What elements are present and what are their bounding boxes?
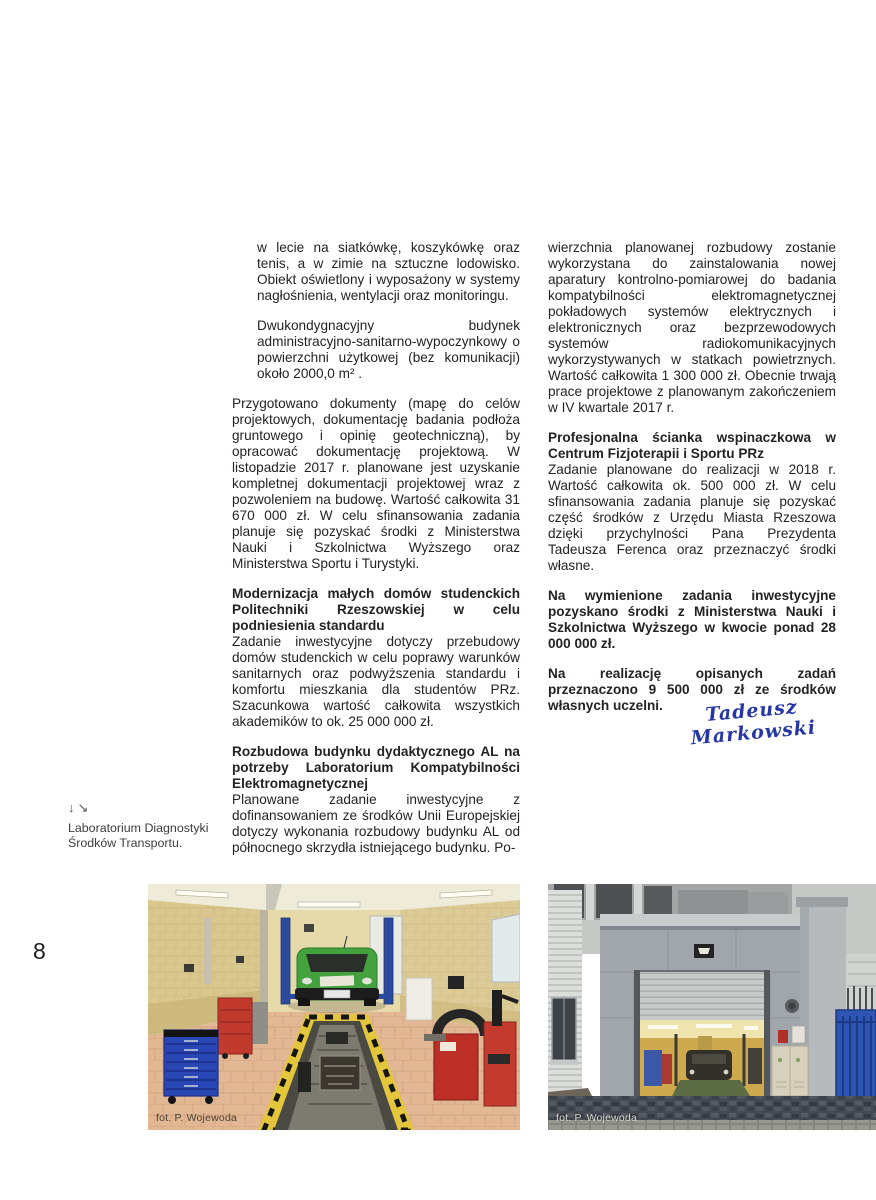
funding-note-2: Na realizację opisanych zadań przeznaczono 9 500 000 zł ze środków własnych uczelni. — [548, 666, 836, 713]
page-number: 8 — [33, 938, 46, 964]
photo-lab-interior — [148, 884, 520, 1130]
section-body-scianka: Zadanie planowane do realizacji w 2018 r. Wartość całkowita ok. 500 000 zł. W celu sfinansowania zadania planuje się pozyskać część środków z Urzędu Miasta Rzeszowa dzięki przychylności Pana Prezydenta Tadeusza Ferenca oraz przeznaczyć środki własne. — [548, 462, 836, 573]
paragraph-sports-facility: w lecie na siatkówkę, koszykówkę oraz tenis, a w zimie na sztuczne lodowisko. Obiekt oświetlony i wyposażony w systemy nagłośnienia, wentylacji oraz monitoringu. — [257, 240, 520, 303]
photo-margin-caption — [68, 800, 218, 852]
funding-note-1: Na wymienione zadania inwestycyjne pozyskano środki z Ministerstwa Nauki i Szkolnictwa Wyższego w kwocie ponad 28 000 000 zł. — [548, 588, 836, 651]
lab-exterior-illustration — [548, 884, 876, 1130]
section-body-modernizacja: Zadanie inwestycyjne dotyczy przebudowy domów studenckich w celu poprawy warunków sanitarnych oraz podwyższenia standardu i komfortu mieszkania dla studentów PRz. Szacunkowa wartość całkowita wszystkich akademików to ok. 25 000 000 zł. — [232, 634, 520, 729]
photo-lab-exterior — [548, 884, 876, 1130]
photo-credit: fot. P. Wojewoda — [556, 1112, 638, 1124]
right-column — [548, 240, 836, 728]
caption-line-1: Laboratorium Diagnostyki — [68, 820, 209, 835]
paragraph-rozbudowa-continued: wierzchnia planowanej rozbudowy zostanie wykorzystana do zainstalowania nowej aparatury kontrolno-pomiarowej do badania kompatybilności elektromagnetycznej pokładowych systemów elektrycznych i elektronicznych oraz bezprzewodowych systemów radiokomunikacyjnych wykorzystywanych w statkach powietrznych. Wartość całkowita 1 300 000 zł. Obecnie trwają prace projektowe z planowanym zakończeniem w IV kwartale 2017 r. — [548, 240, 836, 415]
paragraph-admin-building: Dwukondygnacyjny budynek administracyjno-sanitarno-wypoczynkowy o powierzchni użytkowej (bez komunikacji) około 2000,0 m² . — [257, 318, 520, 381]
section-heading-scianka: Profesjonalna ścianka wspinaczkowa w Centrum Fizjoterapii i Sportu PRz — [548, 430, 836, 461]
photo-credit: fot. P. Wojewoda — [156, 1112, 238, 1124]
left-column — [232, 240, 520, 870]
caption-line-2: Środków Transportu. — [68, 836, 183, 850]
lab-interior-illustration — [148, 884, 520, 1130]
section-heading-rozbudowa: Rozbudowa budynku dydaktycznego AL na potrzeby Laboratorium Kompatybilności Elektromagnetycznej — [232, 744, 520, 791]
paragraph-documents: Przygotowano dokumenty (mapę do celów projektowych, dokumentację badania podłoża gruntowego i opinię geotechniczną), by opracować dokumentację projektową. W listopadzie 2017 r. planowane jest uzyskanie kompletnej dokumentacji projektowej wraz z pozwoleniem na budowę. Wartość całkowita 31 670 000 zł. W celu sfinansowania zadania planuje się pozyskać środki z Ministerstwa Nauki i Szkolnictwa Wyższego oraz Ministerstwa Sportu i Turystyki. — [232, 396, 520, 571]
rector-signature: Tadeusz Markowski — [689, 696, 817, 750]
section-heading-modernizacja: Modernizacja małych domów studenckich Politechniki Rzeszowskiej w celu podniesienia standardu — [232, 586, 520, 633]
section-body-rozbudowa: Planowane zadanie inwestycyjne z dofinansowaniem ze środków Unii Europejskiej dotyczy wykonania rozbudowy budynku AL od północnego skrzydła istniejącego budynku. Po- — [232, 792, 520, 855]
down-downright-arrows-icon: ↓↘ — [68, 800, 92, 815]
